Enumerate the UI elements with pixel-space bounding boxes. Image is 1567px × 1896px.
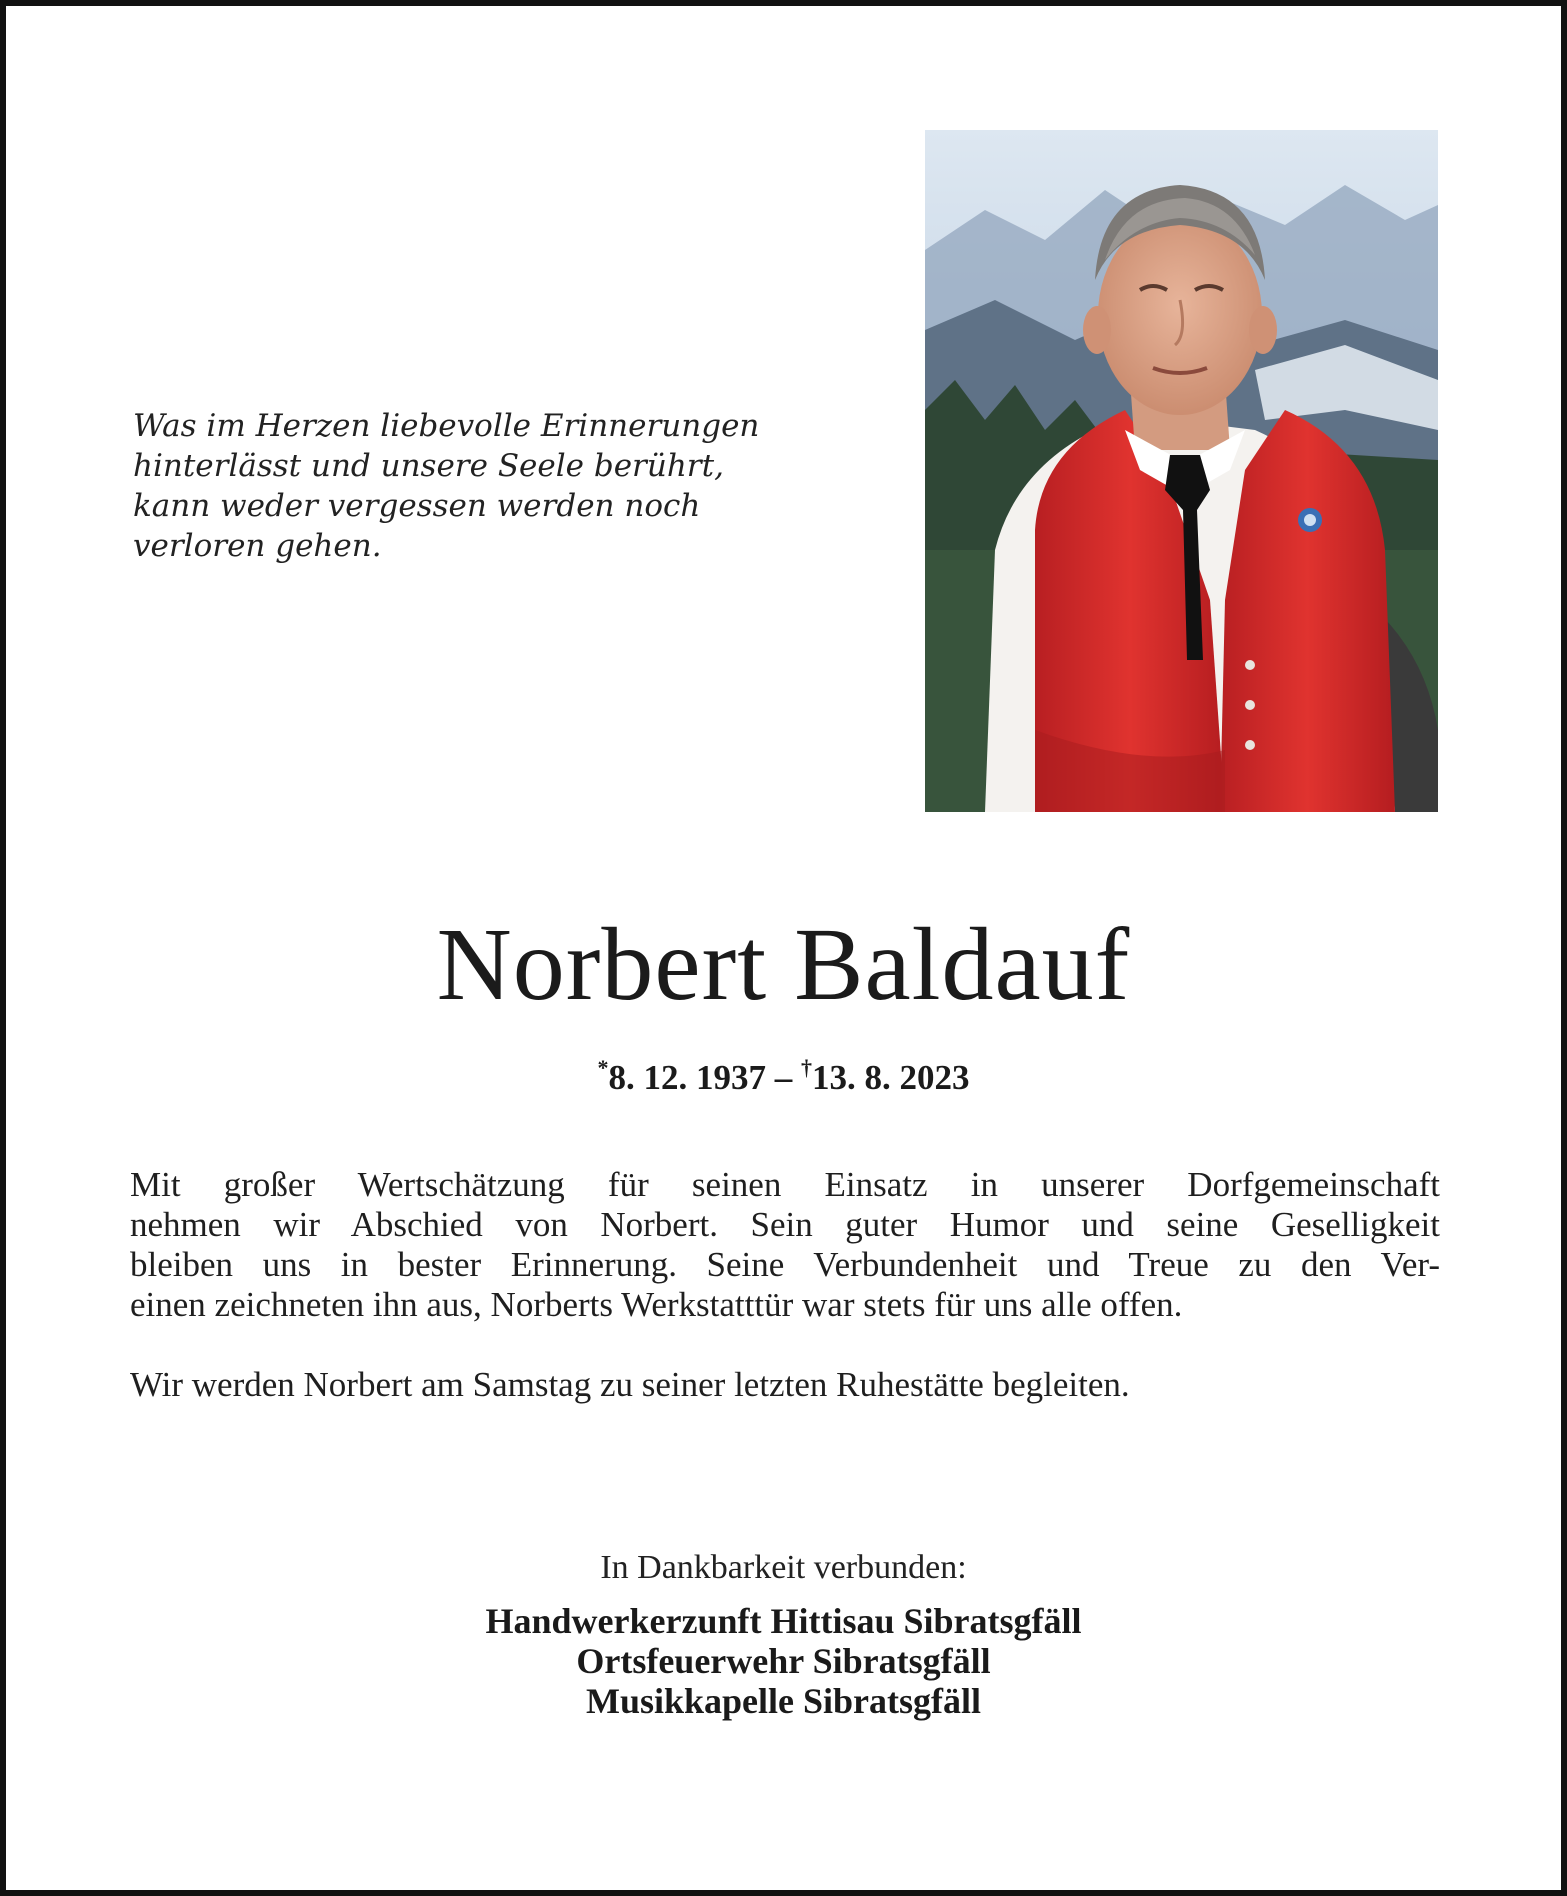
quote-line: kann weder vergessen werden noch (133, 488, 701, 524)
quote-line: hinterlässt und unsere Seele berührt, (133, 448, 724, 484)
birth-date: 8. 12. 1937 (608, 1058, 766, 1097)
text-line: Wir werden Norbert am Samstag zu seiner letzten Ruhestätte begleiten. (130, 1365, 1130, 1404)
quote-line: verloren gehen. (133, 528, 382, 564)
death-date: 13. 8. 2023 (812, 1058, 970, 1097)
paragraph-gap (130, 1325, 1440, 1365)
date-separator: – (766, 1058, 801, 1097)
signer: Ortsfeuerwehr Sibratsgfäll (576, 1641, 991, 1681)
life-dates (0, 1046, 1567, 1100)
thanks-line: In Dankbarkeit verbunden: (600, 1549, 967, 1586)
text-line: nehmen wir Abschied von Norbert. Sein guter Humor und seine Geselligkeit (130, 1205, 1440, 1244)
memorial-quote (133, 406, 833, 566)
signer: Handwerkerzunft Hittisau Sibratsgfäll (485, 1601, 1082, 1641)
signer: Musikkapelle Sibratsgfäll (585, 1681, 982, 1721)
text-line: einen zeichneten ihn aus, Norberts Werkstatttür war stets für uns alle offen. (130, 1285, 1183, 1324)
deceased-name: Norbert Baldauf (436, 907, 1131, 1022)
portrait-photo (925, 130, 1438, 812)
text-line: Mit großer Wertschätzung für seinen Einsatz in unserer Dorfgemeinschaft (130, 1165, 1440, 1204)
death-symbol: † (801, 1055, 812, 1080)
text-line: bleiben uns in bester Erinnerung. Seine Verbundenheit und Treue zu den Ver- (130, 1245, 1440, 1284)
obituary-text (130, 1165, 1440, 1405)
signers-list (0, 1601, 1567, 1721)
birth-symbol: * (597, 1055, 609, 1080)
quote-line: Was im Herzen liebevolle Erinnerungen (133, 408, 760, 444)
